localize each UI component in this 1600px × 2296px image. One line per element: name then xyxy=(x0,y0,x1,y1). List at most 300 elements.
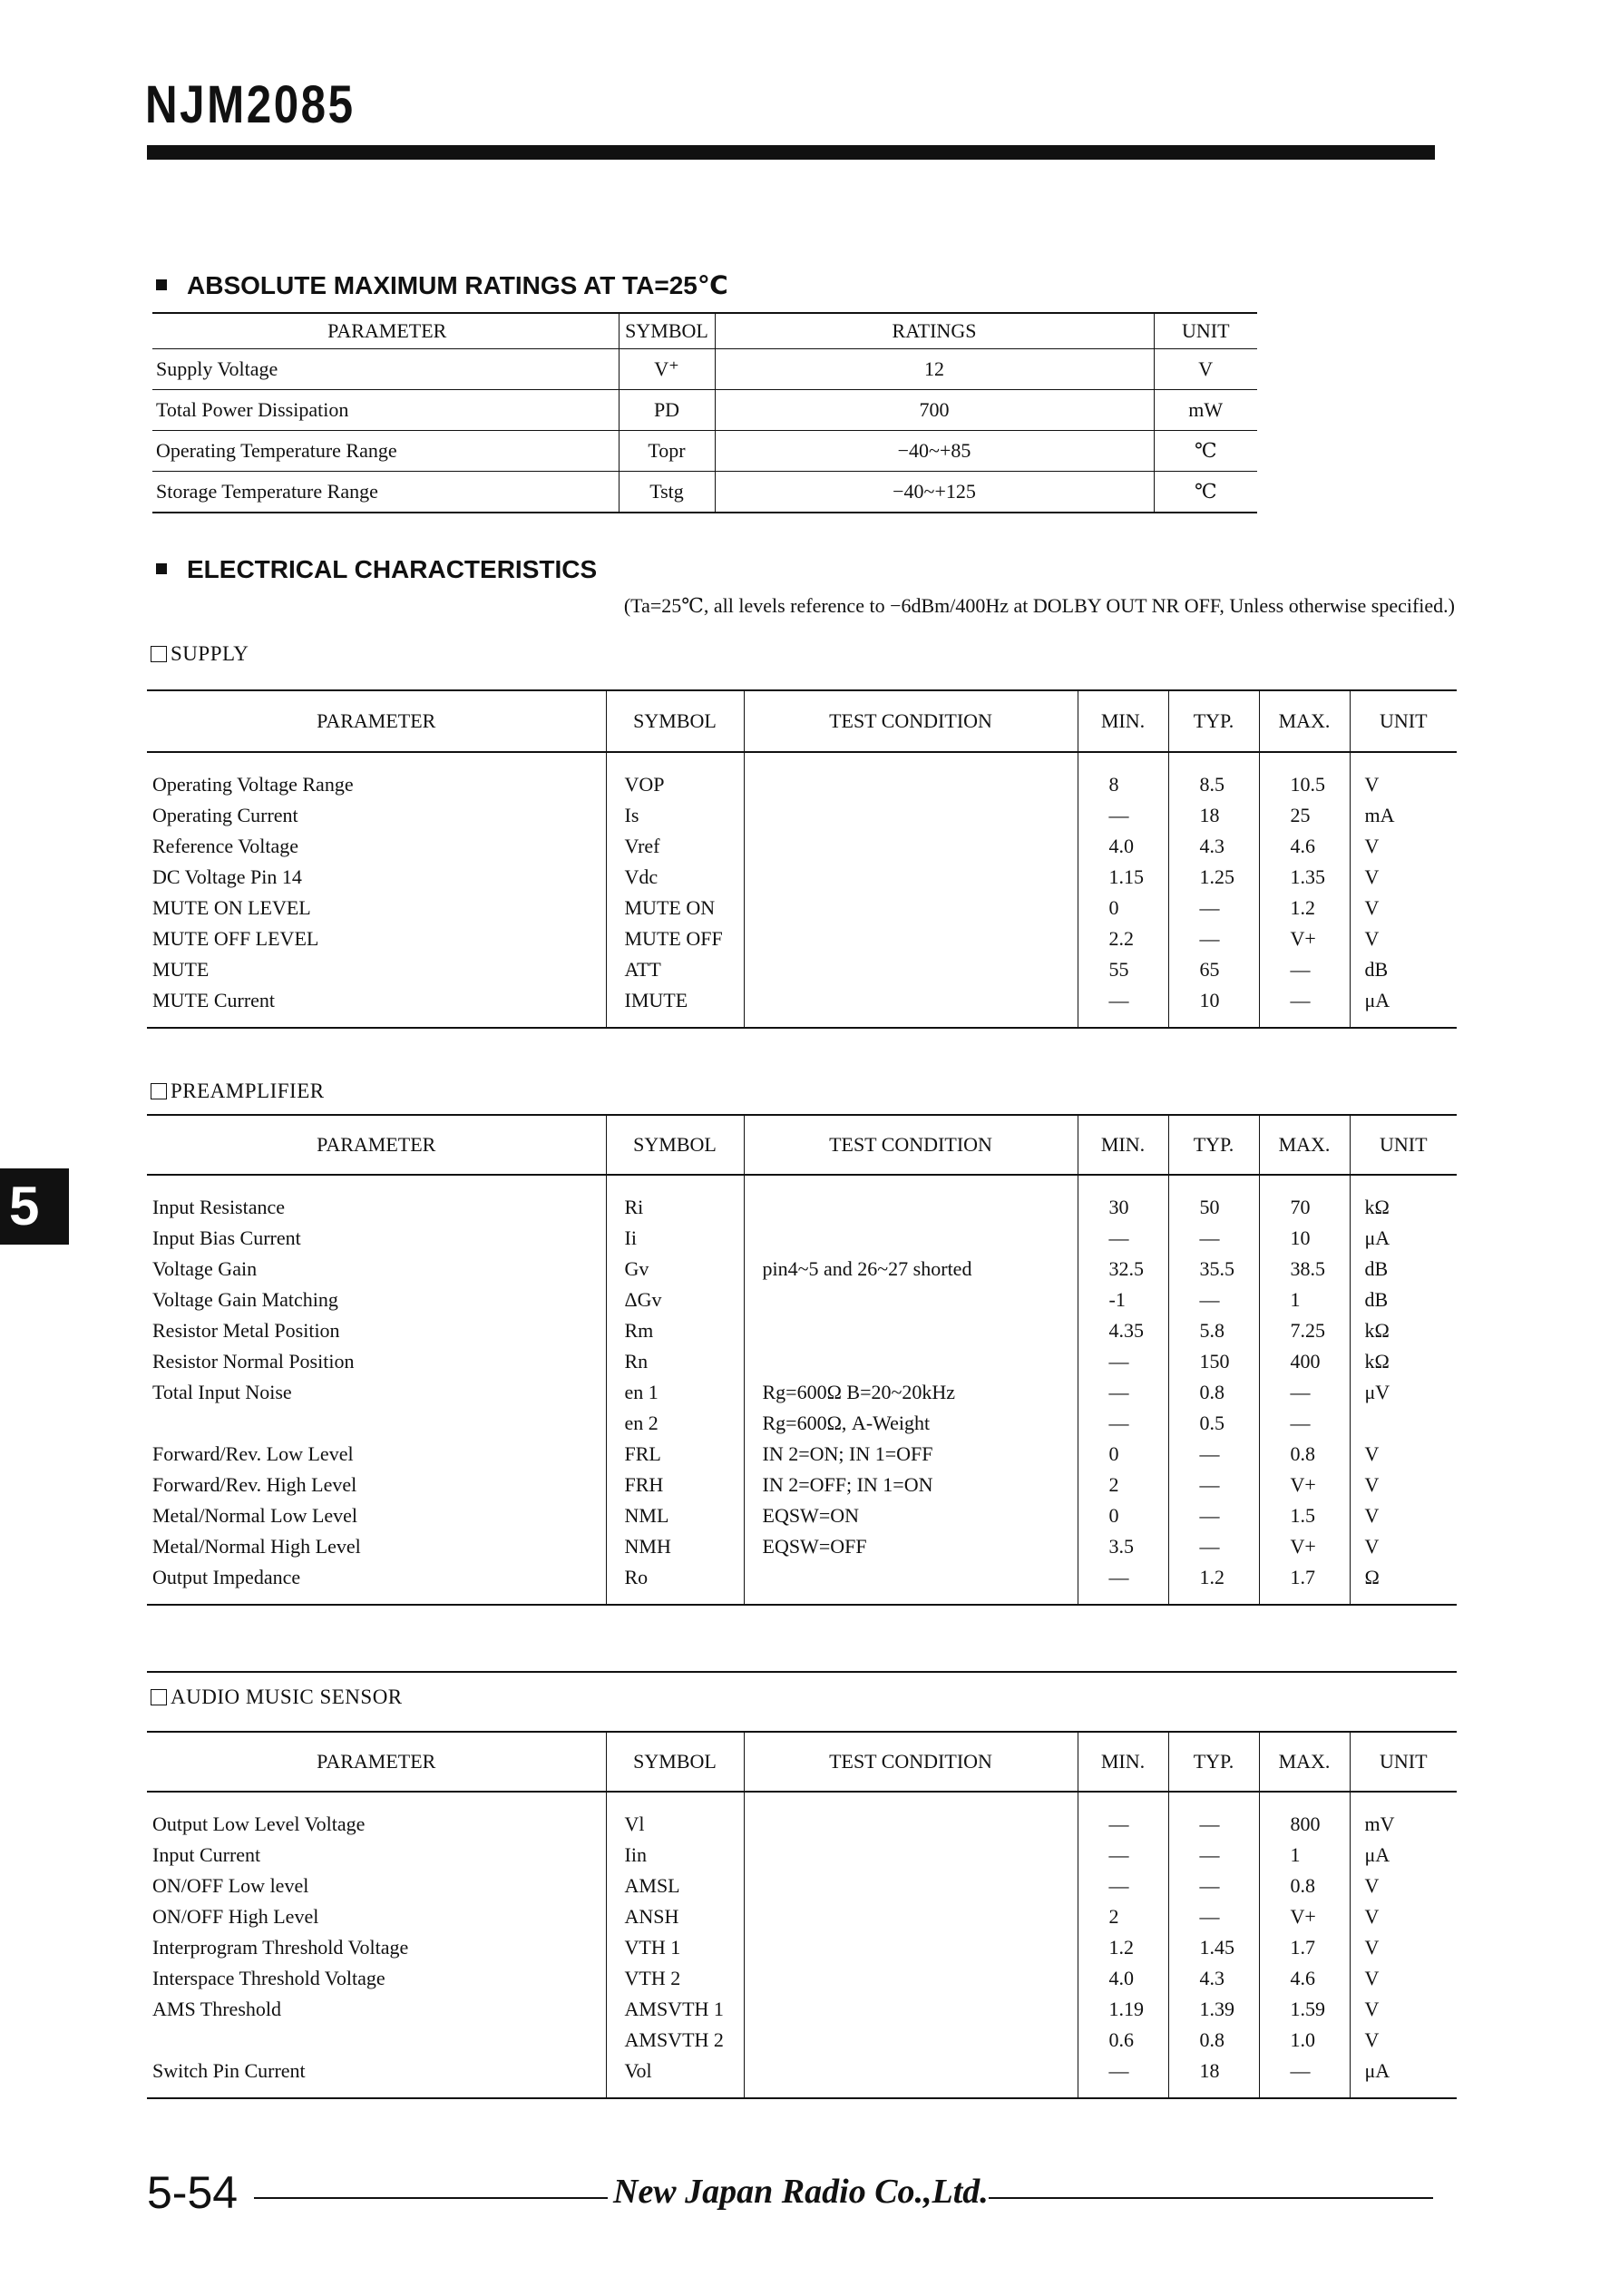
section-tab: 5 xyxy=(0,1168,69,1245)
cell-max: 0.8 xyxy=(1259,1439,1350,1470)
cell-unit: μV xyxy=(1350,1377,1457,1408)
cell-parameter xyxy=(147,2025,606,2056)
cell-rating: −40~+125 xyxy=(715,472,1154,513)
cell-rating: 12 xyxy=(715,349,1154,390)
cell-parameter: Input Current xyxy=(152,1843,261,1866)
ec-title: ELECTRICAL CHARACTERISTICS xyxy=(156,555,597,584)
cell-symbol: AMSVTH 1 xyxy=(606,1994,744,2025)
header-bar xyxy=(147,145,1435,160)
bullet-icon xyxy=(156,279,167,290)
cell-max: 800 xyxy=(1259,1792,1350,1840)
col-parameter: PARAMETER xyxy=(147,1115,606,1175)
cell-typ: 0.8 xyxy=(1168,1377,1259,1408)
table-row xyxy=(152,390,1257,431)
cell-symbol: VTH 2 xyxy=(606,1963,744,1994)
table-row xyxy=(147,1871,1457,1901)
cell-typ: — xyxy=(1168,1500,1259,1531)
cell-max: — xyxy=(1259,2056,1350,2098)
cell-unit: dB xyxy=(1350,1285,1457,1315)
cell-min: 2.2 xyxy=(1078,923,1168,954)
cell-symbol: MUTE ON xyxy=(606,893,744,923)
cell-symbol: Iin xyxy=(606,1840,744,1871)
cell-typ: 18 xyxy=(1168,800,1259,831)
cell-min: 4.35 xyxy=(1078,1315,1168,1346)
cell-max: 1.59 xyxy=(1259,1994,1350,2025)
cell-min: 8 xyxy=(1078,752,1168,800)
table-row xyxy=(147,1175,1457,1223)
table-row xyxy=(152,472,1257,513)
cell-min: 1.2 xyxy=(1078,1932,1168,1963)
cell-typ: 4.3 xyxy=(1168,831,1259,862)
cell-symbol: VOP xyxy=(606,752,744,800)
cell-typ: — xyxy=(1168,1840,1259,1871)
cell-max: 1.7 xyxy=(1259,1932,1350,1963)
col-test-condition: TEST CONDITION xyxy=(744,1115,1078,1175)
col-unit: UNIT xyxy=(1350,1732,1457,1792)
cell-min: 3.5 xyxy=(1078,1531,1168,1562)
ams-header-row xyxy=(147,1732,1457,1792)
cell-unit: V xyxy=(1350,1871,1457,1901)
col-unit: UNIT xyxy=(1350,1115,1457,1175)
col-parameter: PARAMETER xyxy=(152,313,619,349)
cell-unit: V xyxy=(1350,893,1457,923)
cell-max: — xyxy=(1259,985,1350,1028)
cell-max: V+ xyxy=(1259,1901,1350,1932)
cell-typ: — xyxy=(1168,1792,1259,1840)
table-row xyxy=(147,1408,1457,1439)
cell-symbol: ATT xyxy=(606,954,744,985)
col-min: MIN. xyxy=(1078,1115,1168,1175)
table-row xyxy=(152,349,1257,390)
separator-line xyxy=(147,1671,1457,1673)
cell-condition xyxy=(744,1346,1078,1377)
cell-symbol: V⁺ xyxy=(619,349,715,390)
cell-unit: V xyxy=(1350,2025,1457,2056)
cell-parameter: Supply Voltage xyxy=(152,349,619,390)
cell-parameter: Operating Current xyxy=(152,804,298,826)
cell-symbol: Vref xyxy=(606,831,744,862)
cell-symbol: Ri xyxy=(606,1175,744,1223)
cell-symbol: en 1 xyxy=(606,1377,744,1408)
cell-min: — xyxy=(1078,1562,1168,1605)
cell-min: 1.15 xyxy=(1078,862,1168,893)
cell-unit: dB xyxy=(1350,954,1457,985)
cell-min: 0 xyxy=(1078,893,1168,923)
cell-unit: mW xyxy=(1154,390,1257,431)
cell-parameter: MUTE xyxy=(152,958,210,981)
cell-unit: dB xyxy=(1350,1254,1457,1285)
cell-max: 4.6 xyxy=(1259,1963,1350,1994)
supply-header-row xyxy=(147,690,1457,752)
cell-typ: — xyxy=(1168,1871,1259,1901)
cell-parameter: Total Input Noise xyxy=(152,1381,292,1403)
cell-min: 1.19 xyxy=(1078,1994,1168,2025)
cell-typ: 35.5 xyxy=(1168,1254,1259,1285)
cell-condition xyxy=(744,1840,1078,1871)
table-row xyxy=(147,1500,1457,1531)
cell-parameter: Storage Temperature Range xyxy=(152,472,619,513)
cell-symbol: Tstg xyxy=(619,472,715,513)
cell-parameter: Resistor Normal Position xyxy=(152,1350,355,1373)
cell-unit: V xyxy=(1350,923,1457,954)
col-typ: TYP. xyxy=(1168,1115,1259,1175)
cell-min: 30 xyxy=(1078,1175,1168,1223)
preamp-table xyxy=(147,1114,1457,1606)
ams-label: AUDIO MUSIC SENSOR xyxy=(151,1685,403,1709)
cell-parameter: Operating Voltage Range xyxy=(152,773,354,796)
table-row xyxy=(147,1254,1457,1285)
cell-max: 1 xyxy=(1259,1285,1350,1315)
table-row xyxy=(147,1285,1457,1315)
cell-condition xyxy=(744,752,1078,800)
cell-max: 70 xyxy=(1259,1175,1350,1223)
cell-parameter: Input Bias Current xyxy=(152,1226,301,1249)
cell-parameter: Forward/Rev. High Level xyxy=(152,1473,357,1496)
cell-unit: V xyxy=(1350,1470,1457,1500)
cell-max: — xyxy=(1259,954,1350,985)
table-row xyxy=(147,985,1457,1028)
cell-condition xyxy=(744,893,1078,923)
cell-typ: 4.3 xyxy=(1168,1963,1259,1994)
cell-parameter: Input Resistance xyxy=(152,1196,286,1218)
cell-max: V+ xyxy=(1259,1470,1350,1500)
cell-parameter: MUTE Current xyxy=(147,985,606,1028)
cell-parameter: Switch Pin Current xyxy=(147,2056,606,2098)
col-symbol: SYMBOL xyxy=(619,313,715,349)
col-parameter: PARAMETER xyxy=(147,690,606,752)
cell-min: — xyxy=(1078,1792,1168,1840)
cell-condition: IN 2=ON; IN 1=OFF xyxy=(744,1439,1078,1470)
cell-symbol: Rn xyxy=(606,1346,744,1377)
page-number: 5-54 xyxy=(147,2167,239,2218)
col-test-condition: TEST CONDITION xyxy=(744,1732,1078,1792)
table-row xyxy=(147,1840,1457,1871)
cell-typ: 18 xyxy=(1168,2056,1259,2098)
cell-symbol: MUTE OFF xyxy=(606,923,744,954)
cell-typ: 150 xyxy=(1168,1346,1259,1377)
cell-parameter: Interspace Threshold Voltage xyxy=(152,1967,385,1989)
cell-condition: pin4~5 and 26~27 shorted xyxy=(744,1254,1078,1285)
cell-min: 4.0 xyxy=(1078,1963,1168,1994)
cell-parameter: Metal/Normal Low Level xyxy=(152,1504,358,1527)
cell-parameter: Voltage Gain xyxy=(152,1257,258,1280)
cell-unit: V xyxy=(1350,1963,1457,1994)
part-number: NJM2085 xyxy=(145,75,356,134)
cell-symbol: Vdc xyxy=(606,862,744,893)
cell-condition xyxy=(744,2056,1078,2098)
cell-symbol: en 2 xyxy=(606,1408,744,1439)
cell-min: 0 xyxy=(1078,1439,1168,1470)
cell-min: — xyxy=(1078,985,1168,1028)
cell-typ: 1.45 xyxy=(1168,1932,1259,1963)
cell-min: — xyxy=(1078,1871,1168,1901)
table-row xyxy=(152,431,1257,472)
cell-max: 1.5 xyxy=(1259,1500,1350,1531)
table-row xyxy=(147,954,1457,985)
cell-max: 400 xyxy=(1259,1346,1350,1377)
table-row xyxy=(147,800,1457,831)
cell-parameter: Output Low Level Voltage xyxy=(152,1812,366,1835)
cell-max: 1.0 xyxy=(1259,2025,1350,2056)
cell-unit: V xyxy=(1154,349,1257,390)
cell-parameter: Voltage Gain Matching xyxy=(152,1288,338,1311)
footer-rule-right xyxy=(989,2197,1433,2199)
cell-typ: — xyxy=(1168,923,1259,954)
cell-condition xyxy=(744,923,1078,954)
supply-table xyxy=(147,689,1457,1029)
cell-max: V+ xyxy=(1259,923,1350,954)
cell-condition xyxy=(744,1932,1078,1963)
amr-title: ABSOLUTE MAXIMUM RATINGS AT TA=25℃ xyxy=(156,270,728,300)
cell-condition xyxy=(744,1963,1078,1994)
cell-unit: ℃ xyxy=(1154,472,1257,513)
cell-unit: Ω xyxy=(1350,1562,1457,1605)
cell-min: 55 xyxy=(1078,954,1168,985)
cell-typ: 50 xyxy=(1168,1175,1259,1223)
cell-symbol: Gv xyxy=(606,1254,744,1285)
cell-parameter: MUTE OFF LEVEL xyxy=(152,927,319,950)
col-max: MAX. xyxy=(1259,690,1350,752)
cell-max: — xyxy=(1259,1377,1350,1408)
cell-min: 0 xyxy=(1078,1500,1168,1531)
cell-symbol: NMH xyxy=(606,1531,744,1562)
cell-typ: — xyxy=(1168,1531,1259,1562)
cell-typ: — xyxy=(1168,1470,1259,1500)
cell-typ: 1.39 xyxy=(1168,1994,1259,2025)
cell-condition xyxy=(744,1994,1078,2025)
cell-max: 10 xyxy=(1259,1223,1350,1254)
cell-condition xyxy=(744,800,1078,831)
col-ratings: RATINGS xyxy=(715,313,1154,349)
cell-parameter: DC Voltage Pin 14 xyxy=(152,865,302,888)
cell-min: — xyxy=(1078,1377,1168,1408)
cell-condition xyxy=(744,1315,1078,1346)
cell-parameter: ON/OFF High Level xyxy=(152,1905,319,1928)
cell-min: — xyxy=(1078,800,1168,831)
checkbox-icon xyxy=(151,1083,167,1099)
cell-min: — xyxy=(1078,1408,1168,1439)
cell-parameter: Reference Voltage xyxy=(152,835,299,857)
cell-max: 1 xyxy=(1259,1840,1350,1871)
table-row xyxy=(147,1470,1457,1500)
cell-parameter: Resistor Metal Position xyxy=(152,1319,340,1342)
cell-unit: V xyxy=(1350,1932,1457,1963)
cell-unit: V xyxy=(1350,862,1457,893)
col-symbol: SYMBOL xyxy=(606,1115,744,1175)
preamp-label: PREAMPLIFIER xyxy=(151,1080,325,1103)
cell-unit: kΩ xyxy=(1350,1315,1457,1346)
cell-symbol: AMSVTH 2 xyxy=(606,2025,744,2056)
table-row xyxy=(147,1963,1457,1994)
cell-max: 38.5 xyxy=(1259,1254,1350,1285)
cell-parameter: Forward/Rev. Low Level xyxy=(152,1442,354,1465)
cell-parameter: ON/OFF Low level xyxy=(152,1874,309,1897)
cell-min: — xyxy=(1078,1346,1168,1377)
footer-rule-left xyxy=(254,2197,608,2199)
cell-unit: μA xyxy=(1350,2056,1457,2098)
col-symbol: SYMBOL xyxy=(606,690,744,752)
cell-unit: V xyxy=(1350,1500,1457,1531)
bullet-icon xyxy=(156,563,167,574)
col-max: MAX. xyxy=(1259,1732,1350,1792)
cell-max: 1.7 xyxy=(1259,1562,1350,1605)
cell-unit: V xyxy=(1350,1439,1457,1470)
cell-unit: V xyxy=(1350,1901,1457,1932)
col-min: MIN. xyxy=(1078,690,1168,752)
cell-unit: μA xyxy=(1350,985,1457,1028)
table-row xyxy=(147,1531,1457,1562)
table-row xyxy=(147,862,1457,893)
col-min: MIN. xyxy=(1078,1732,1168,1792)
col-unit: UNIT xyxy=(1350,690,1457,752)
cell-min: — xyxy=(1078,1840,1168,1871)
cell-condition xyxy=(744,2025,1078,2056)
cell-typ: 8.5 xyxy=(1168,752,1259,800)
cell-typ: 0.8 xyxy=(1168,2025,1259,2056)
cell-max: 1.35 xyxy=(1259,862,1350,893)
cell-condition: EQSW=ON xyxy=(744,1500,1078,1531)
col-parameter: PARAMETER xyxy=(147,1732,606,1792)
cell-min: 4.0 xyxy=(1078,831,1168,862)
cell-max: 0.8 xyxy=(1259,1871,1350,1901)
cell-condition xyxy=(744,1285,1078,1315)
cell-typ: 5.8 xyxy=(1168,1315,1259,1346)
cell-min: 2 xyxy=(1078,1470,1168,1500)
table-row xyxy=(147,893,1457,923)
cell-typ: — xyxy=(1168,1285,1259,1315)
cell-symbol: Ro xyxy=(606,1562,744,1605)
cell-condition: Rg=600Ω B=20~20kHz xyxy=(744,1377,1078,1408)
cell-symbol: Ii xyxy=(606,1223,744,1254)
table-row xyxy=(147,831,1457,862)
cell-unit: V xyxy=(1350,831,1457,862)
cell-symbol: IMUTE xyxy=(606,985,744,1028)
cell-unit: mA xyxy=(1350,800,1457,831)
cell-unit: kΩ xyxy=(1350,1346,1457,1377)
cell-unit: V xyxy=(1350,752,1457,800)
cell-parameter: Interprogram Threshold Voltage xyxy=(152,1936,409,1959)
table-row xyxy=(147,1315,1457,1346)
cell-symbol: ΔGv xyxy=(606,1285,744,1315)
checkbox-icon xyxy=(151,646,167,662)
cell-typ: 0.5 xyxy=(1168,1408,1259,1439)
cell-parameter: Output Impedance xyxy=(147,1562,606,1605)
cell-unit: mV xyxy=(1350,1792,1457,1840)
cell-max: 25 xyxy=(1259,800,1350,831)
cell-max: 4.6 xyxy=(1259,831,1350,862)
cell-typ: — xyxy=(1168,1223,1259,1254)
table-row xyxy=(147,923,1457,954)
cell-max: 7.25 xyxy=(1259,1315,1350,1346)
cell-max: — xyxy=(1259,1408,1350,1439)
cell-condition: EQSW=OFF xyxy=(744,1531,1078,1562)
cell-condition xyxy=(744,1175,1078,1223)
cell-typ: — xyxy=(1168,1901,1259,1932)
cell-condition xyxy=(744,1901,1078,1932)
cell-parameter: Operating Temperature Range xyxy=(152,431,619,472)
cell-symbol: FRL xyxy=(606,1439,744,1470)
cell-condition: IN 2=OFF; IN 1=ON xyxy=(744,1470,1078,1500)
cell-condition xyxy=(744,1871,1078,1901)
cell-symbol: PD xyxy=(619,390,715,431)
cell-typ: 10 xyxy=(1168,985,1259,1028)
table-row xyxy=(147,2056,1457,2098)
cell-symbol: Vl xyxy=(606,1792,744,1840)
cell-unit: V xyxy=(1350,1994,1457,2025)
conditions-note: (Ta=25℃, all levels reference to −6dBm/400Hz at DOLBY OUT NR OFF, Unless otherwise specified.) xyxy=(623,594,1455,617)
cell-condition xyxy=(744,1562,1078,1605)
amr-header-row xyxy=(152,313,1257,349)
cell-unit: kΩ xyxy=(1350,1175,1457,1223)
cell-rating: −40~+85 xyxy=(715,431,1154,472)
cell-typ: 65 xyxy=(1168,954,1259,985)
col-unit: UNIT xyxy=(1154,313,1257,349)
cell-unit xyxy=(1350,1408,1457,1439)
table-row xyxy=(147,2025,1457,2056)
company-name: New Japan Radio Co.,Ltd. xyxy=(613,2173,989,2211)
cell-min: — xyxy=(1078,2056,1168,2098)
cell-condition: Rg=600Ω, A-Weight xyxy=(744,1408,1078,1439)
cell-max: 10.5 xyxy=(1259,752,1350,800)
ams-table xyxy=(147,1731,1457,2099)
cell-parameter: Metal/Normal High Level xyxy=(152,1535,361,1558)
cell-typ: — xyxy=(1168,893,1259,923)
cell-condition xyxy=(744,1792,1078,1840)
table-row xyxy=(147,1562,1457,1605)
table-row xyxy=(147,1901,1457,1932)
cell-symbol: Vol xyxy=(606,2056,744,2098)
table-row xyxy=(147,1346,1457,1377)
table-row xyxy=(147,1792,1457,1840)
cell-symbol: Rm xyxy=(606,1315,744,1346)
cell-min: — xyxy=(1078,1223,1168,1254)
cell-max: V+ xyxy=(1259,1531,1350,1562)
table-row xyxy=(147,1439,1457,1470)
table-row xyxy=(147,752,1457,800)
cell-symbol: AMSL xyxy=(606,1871,744,1901)
cell-symbol: ANSH xyxy=(606,1901,744,1932)
cell-typ: — xyxy=(1168,1439,1259,1470)
cell-symbol: Topr xyxy=(619,431,715,472)
supply-label: SUPPLY xyxy=(151,642,249,666)
cell-unit: μA xyxy=(1350,1223,1457,1254)
preamp-header-row xyxy=(147,1115,1457,1175)
checkbox-icon xyxy=(151,1689,167,1705)
cell-condition xyxy=(744,831,1078,862)
cell-symbol: VTH 1 xyxy=(606,1932,744,1963)
cell-typ: 1.2 xyxy=(1168,1562,1259,1605)
cell-min: 2 xyxy=(1078,1901,1168,1932)
cell-parameter xyxy=(147,1408,606,1439)
table-row xyxy=(147,1932,1457,1963)
cell-rating: 700 xyxy=(715,390,1154,431)
cell-symbol: NML xyxy=(606,1500,744,1531)
cell-condition xyxy=(744,954,1078,985)
cell-unit: μA xyxy=(1350,1840,1457,1871)
col-typ: TYP. xyxy=(1168,1732,1259,1792)
cell-typ: 1.25 xyxy=(1168,862,1259,893)
cell-unit: ℃ xyxy=(1154,431,1257,472)
col-symbol: SYMBOL xyxy=(606,1732,744,1792)
cell-parameter: MUTE ON LEVEL xyxy=(152,896,311,919)
cell-min: 0.6 xyxy=(1078,2025,1168,2056)
col-test-condition: TEST CONDITION xyxy=(744,690,1078,752)
cell-max: 1.2 xyxy=(1259,893,1350,923)
cell-min: -1 xyxy=(1078,1285,1168,1315)
col-typ: TYP. xyxy=(1168,690,1259,752)
cell-symbol: FRH xyxy=(606,1470,744,1500)
table-row xyxy=(147,1223,1457,1254)
